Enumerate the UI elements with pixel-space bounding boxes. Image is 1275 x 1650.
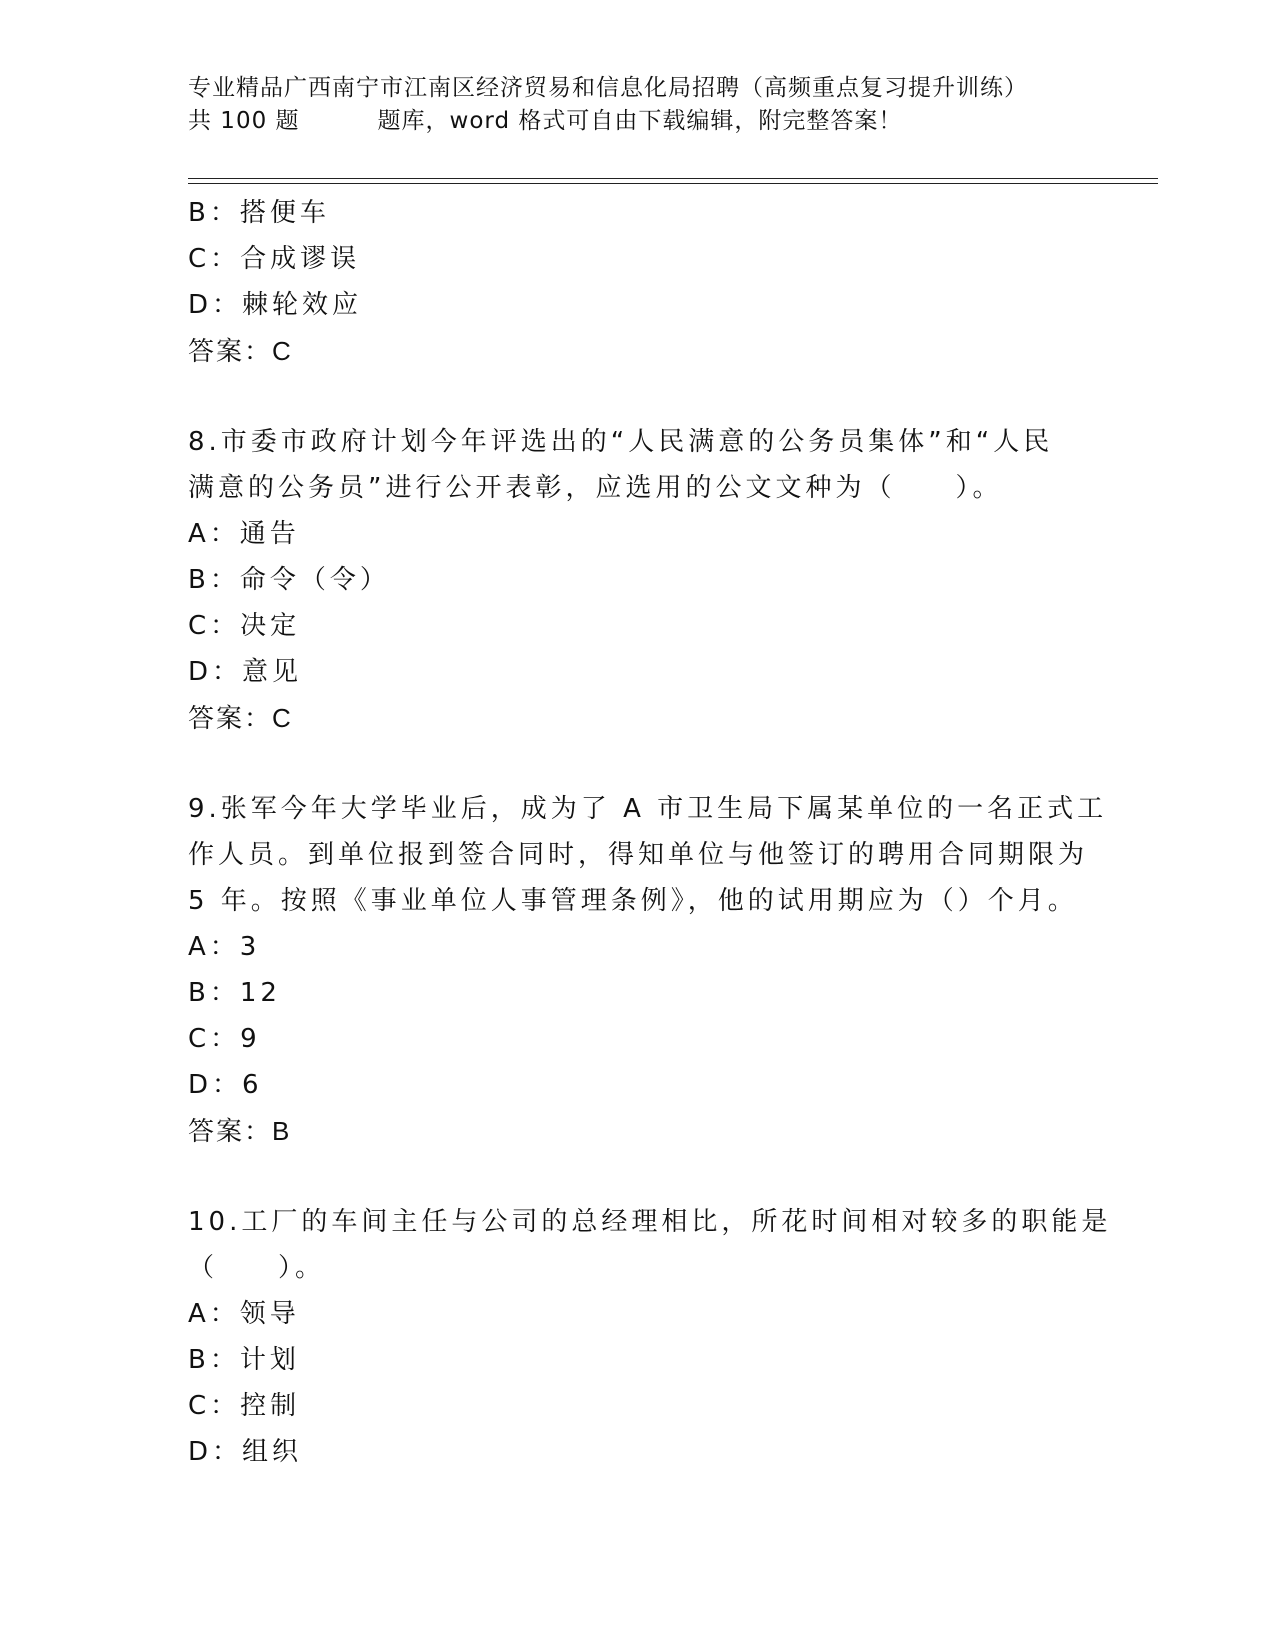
header-title-line1: 专业精品广西南宁市江南区经济贸易和信息化局招聘（高频重点复习提升训练） bbox=[188, 75, 1028, 101]
option-a: A：3 bbox=[188, 932, 261, 962]
option-d: D：6 bbox=[188, 1070, 263, 1100]
question-block-10 bbox=[188, 1199, 1112, 1475]
question-text-line: 5 年。按照《事业单位人事管理条例》，他的试用期应为（）个月。 bbox=[188, 886, 1078, 916]
option-c: C：合成谬误 bbox=[188, 244, 361, 274]
option-b: B：12 bbox=[188, 978, 281, 1008]
option-b: B：计划 bbox=[188, 1345, 300, 1375]
header-count: 共 100 题 bbox=[188, 108, 300, 134]
option-d: D：意见 bbox=[188, 657, 303, 687]
question-block-9 bbox=[188, 786, 1108, 1154]
option-b: B：命令（令） bbox=[188, 565, 390, 595]
answer-label: 答案：C bbox=[188, 336, 293, 366]
option-d: D：棘轮效应 bbox=[188, 290, 363, 320]
question-text-line: （ ）。 bbox=[188, 1253, 326, 1283]
document-header bbox=[188, 72, 1088, 138]
question-text-line: 8.市委市政府计划今年评选出的“人民满意的公务员集体”和“人民 bbox=[188, 427, 1054, 457]
question-text-line: 作人员。到单位报到签合同时，得知单位与他签订的聘用合同期限为 bbox=[188, 840, 1089, 870]
question-list bbox=[188, 190, 1112, 1475]
option-c: C：决定 bbox=[188, 611, 301, 641]
answer-label: 答案：C bbox=[188, 703, 293, 733]
option-c: C：控制 bbox=[188, 1391, 301, 1421]
option-a: A：通告 bbox=[188, 519, 300, 549]
answer-label: 答案：B bbox=[188, 1116, 292, 1146]
question-text-line: 10.工厂的车间主任与公司的总经理相比，所花时间相对较多的职能是 bbox=[188, 1207, 1112, 1237]
option-a: A：领导 bbox=[188, 1299, 300, 1329]
header-divider-top bbox=[188, 178, 1158, 179]
option-d: D：组织 bbox=[188, 1437, 303, 1467]
header-description: 题库，word 格式可自由下载编辑，附完整答案！ bbox=[377, 108, 903, 134]
header-title-line2 bbox=[188, 105, 1088, 138]
question-text-line: 9.张军今年大学毕业后，成为了 A 市卫生局下属某单位的一名正式工 bbox=[188, 794, 1108, 824]
header-divider-bottom bbox=[188, 183, 1158, 184]
question-block-8 bbox=[188, 419, 1088, 741]
question-block-7 bbox=[188, 190, 1088, 374]
question-text-line: 满意的公务员”进行公开表彰，应选用的公文文种为（ ）。 bbox=[188, 473, 1003, 503]
option-b: B：搭便车 bbox=[188, 198, 330, 228]
option-c: C：9 bbox=[188, 1024, 261, 1054]
